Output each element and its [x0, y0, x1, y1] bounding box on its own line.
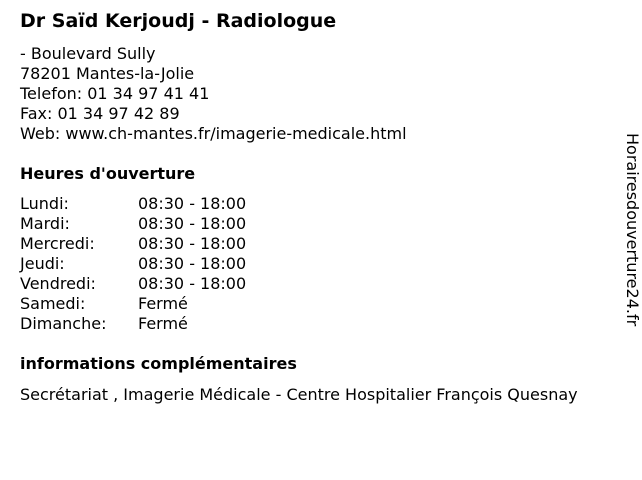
hours-time: 08:30 - 18:00 — [138, 214, 247, 233]
hours-time: 08:30 - 18:00 — [138, 274, 247, 293]
hours-heading: Heures d'ouverture — [20, 164, 196, 183]
fax-number: Fax: 01 34 97 42 89 — [20, 104, 180, 123]
hours-row-sunday — [20, 314, 246, 334]
hours-day: Samedi: — [20, 294, 86, 313]
hours-day: Mercredi: — [20, 234, 95, 253]
hours-day: Dimanche: — [20, 314, 107, 333]
hours-row-tuesday — [20, 214, 246, 234]
hours-day: Lundi: — [20, 194, 69, 213]
website-link[interactable]: Web: www.ch-mantes.fr/imagerie-medicale.html — [20, 124, 407, 143]
hours-time: Fermé — [138, 294, 188, 313]
hours-time: Fermé — [138, 314, 188, 333]
hours-day: Mardi: — [20, 214, 70, 233]
hours-day: Jeudi: — [20, 254, 65, 273]
phone-number: Telefon: 01 34 97 41 41 — [20, 84, 210, 103]
hours-table — [20, 194, 246, 334]
hours-time: 08:30 - 18:00 — [138, 194, 247, 213]
address-block — [20, 44, 407, 144]
info-heading: informations complémentaires — [20, 354, 297, 373]
site-watermark: Horairesdouverture24.fr — [623, 133, 642, 327]
hours-row-saturday — [20, 294, 246, 314]
hours-day: Vendredi: — [20, 274, 96, 293]
page-title: Dr Saïd Kerjoudj - Radiologue — [20, 10, 337, 32]
address-city: 78201 Mantes-la-Jolie — [20, 64, 195, 83]
hours-row-thursday — [20, 254, 246, 274]
hours-row-monday — [20, 194, 246, 214]
info-text: Secrétariat , Imagerie Médicale - Centre Hospitalier François Quesnay — [20, 385, 578, 404]
address-street: - Boulevard Sully — [20, 44, 156, 63]
hours-time: 08:30 - 18:00 — [138, 234, 247, 253]
hours-time: 08:30 - 18:00 — [138, 254, 247, 273]
hours-row-friday — [20, 274, 246, 294]
hours-row-wednesday — [20, 234, 246, 254]
